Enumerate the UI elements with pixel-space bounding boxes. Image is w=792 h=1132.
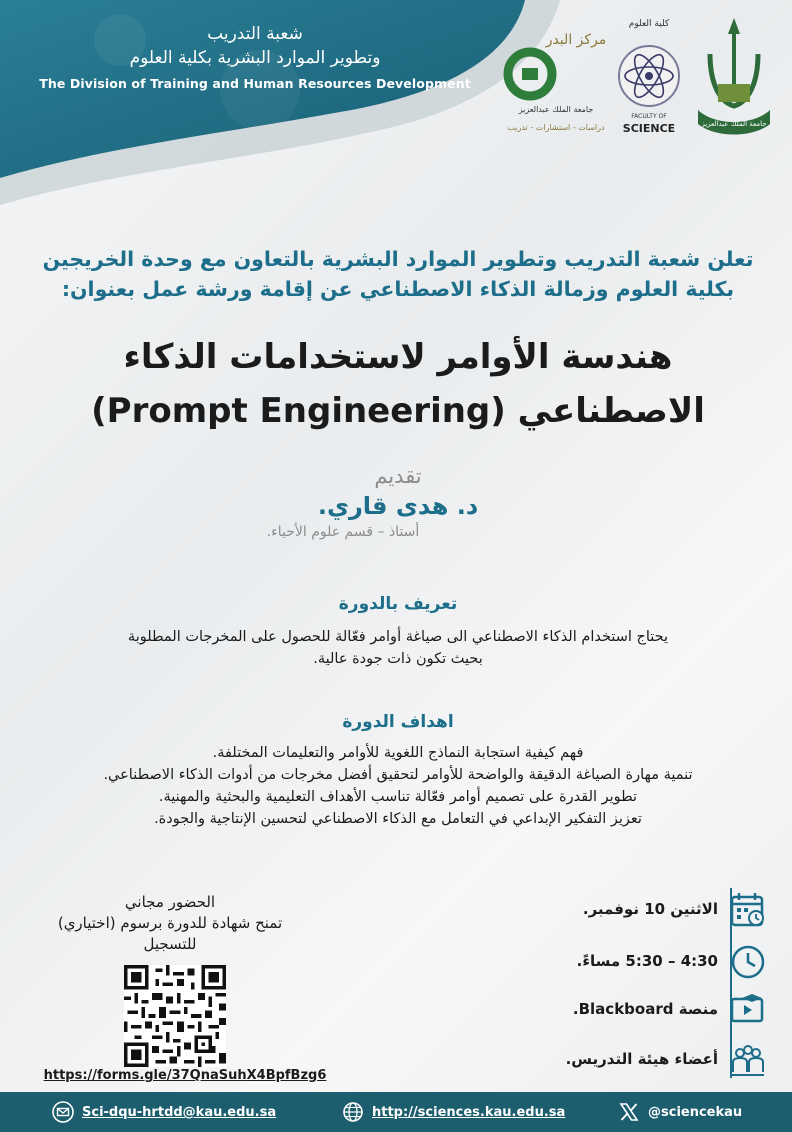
presenter-name: د. هدى قاري. [317, 492, 479, 520]
online-class-icon [728, 990, 768, 1030]
science-logo-small: FACULTY OF [631, 113, 667, 120]
intro-line-2: بكلية العلوم وزمالة الذكاء الاصطناعي عن إقامة ورشة عمل بعنوان: [61, 277, 735, 301]
footer-website[interactable] [342, 1102, 582, 1124]
footer-twitter[interactable] [618, 1102, 778, 1124]
presenter-block [20, 462, 776, 542]
announcement-intro [20, 244, 776, 304]
presenter-role: أستاذ – قسم علوم الأحياء. [266, 524, 420, 540]
date-row [508, 890, 768, 934]
science-logo [610, 14, 688, 144]
registration-link[interactable]: https://forms.gle/37QnaSuhX4BpfBzg6 [43, 1068, 327, 1083]
about-line-1: يحتاج استخدام الذكاء الاصطناعي الى صياغة أوامر فعّالة للحصول على المخرجات المطلوبة [127, 629, 669, 645]
x-twitter-icon [618, 1101, 640, 1123]
goal-item: تطوير القدرة على تصميم أوامر فعّالة تناسب الأهداف التعليمية والبحثية والمهنية. [158, 789, 638, 805]
certificate-note: تمنح شهادة للدورة برسوم (اختياري) [57, 914, 283, 932]
about-text [40, 626, 756, 670]
register-label: للتسجيل [143, 935, 197, 953]
center-logo-tagline: دراسات - استشارات - تدريب [507, 123, 605, 132]
twitter-handle[interactable]: @sciencekau [648, 1105, 743, 1120]
event-platform: منصة Blackboard. [572, 1000, 718, 1018]
clock-icon [728, 942, 768, 982]
division-title-block [20, 22, 490, 91]
kau-logo [690, 14, 778, 144]
science-logo-ar: كلية العلوم [628, 19, 670, 29]
event-time: 4:30 – 5:30 مساءً. [576, 952, 718, 970]
email-address[interactable]: Sci-dqu-hrtdd@kau.edu.sa [82, 1105, 277, 1120]
event-audience: أعضاء هيئة التدريس. [565, 1050, 718, 1068]
email-icon [52, 1101, 74, 1123]
platform-row [508, 990, 768, 1034]
center-logo-sub: جامعة الملك عبدالعزيز [518, 105, 594, 114]
goal-item: فهم كيفية استجابة النماذج اللغوية للأوامر والتعليمات المختلفة. [212, 745, 584, 761]
goal-item: تعزيز التفكير الإبداعي في التعامل مع الذكاء الاصطناعي لتحسين الإنتاجية والجودة. [154, 811, 642, 827]
about-heading: تعريف بالدورة [338, 594, 458, 614]
kau-logo-text: جامعة الملك عبدالعزيز [701, 120, 767, 128]
goals-heading: اهداف الدورة [342, 712, 454, 732]
event-date: الاثنين 10 نوفمبر. [582, 900, 718, 918]
center-logo-title: مركز البدر [545, 32, 607, 48]
goals-list [40, 742, 756, 830]
registration-block [20, 892, 320, 955]
registration-qr-code[interactable] [124, 965, 226, 1067]
partner-logos [498, 14, 778, 149]
website-url[interactable]: http://sciences.kau.edu.sa [372, 1105, 566, 1120]
people-icon [728, 1040, 768, 1080]
division-name-en: The Division of Training and Human Resources Development [39, 76, 471, 91]
science-logo-en: SCIENCE [622, 122, 676, 135]
audience-row [508, 1040, 768, 1084]
about-line-2: بحيث تكون ذات جودة عالية. [313, 651, 483, 667]
calendar-icon [728, 890, 768, 930]
center-logo [498, 14, 608, 144]
footer-email[interactable] [52, 1102, 292, 1124]
intro-line-1: تعلن شعبة التدريب وتطوير الموارد البشرية بالتعاون مع وحدة الخريجين [42, 247, 754, 271]
footer-bar [0, 1092, 792, 1132]
time-row [508, 942, 768, 986]
title-line-2: الاصطناعي (Prompt Engineering) [91, 391, 705, 431]
division-name-ar-line2: وتطوير الموارد البشرية بكلية العلوم [129, 48, 381, 68]
goal-item: تنمية مهارة الصياغة الدقيقة والواضحة للأوامر لتحقيق أفضل مخرجات من أدوات الذكاء الاصطناعي. [103, 767, 693, 783]
division-name-ar-line1: شعبة التدريب [207, 24, 303, 44]
globe-icon [342, 1101, 364, 1123]
workshop-title [20, 330, 776, 438]
presented-by-label: تقديم [374, 464, 422, 488]
attendance-free: الحضور مجاني [124, 893, 216, 911]
title-line-1: هندسة الأوامر لاستخدامات الذكاء [123, 337, 673, 377]
